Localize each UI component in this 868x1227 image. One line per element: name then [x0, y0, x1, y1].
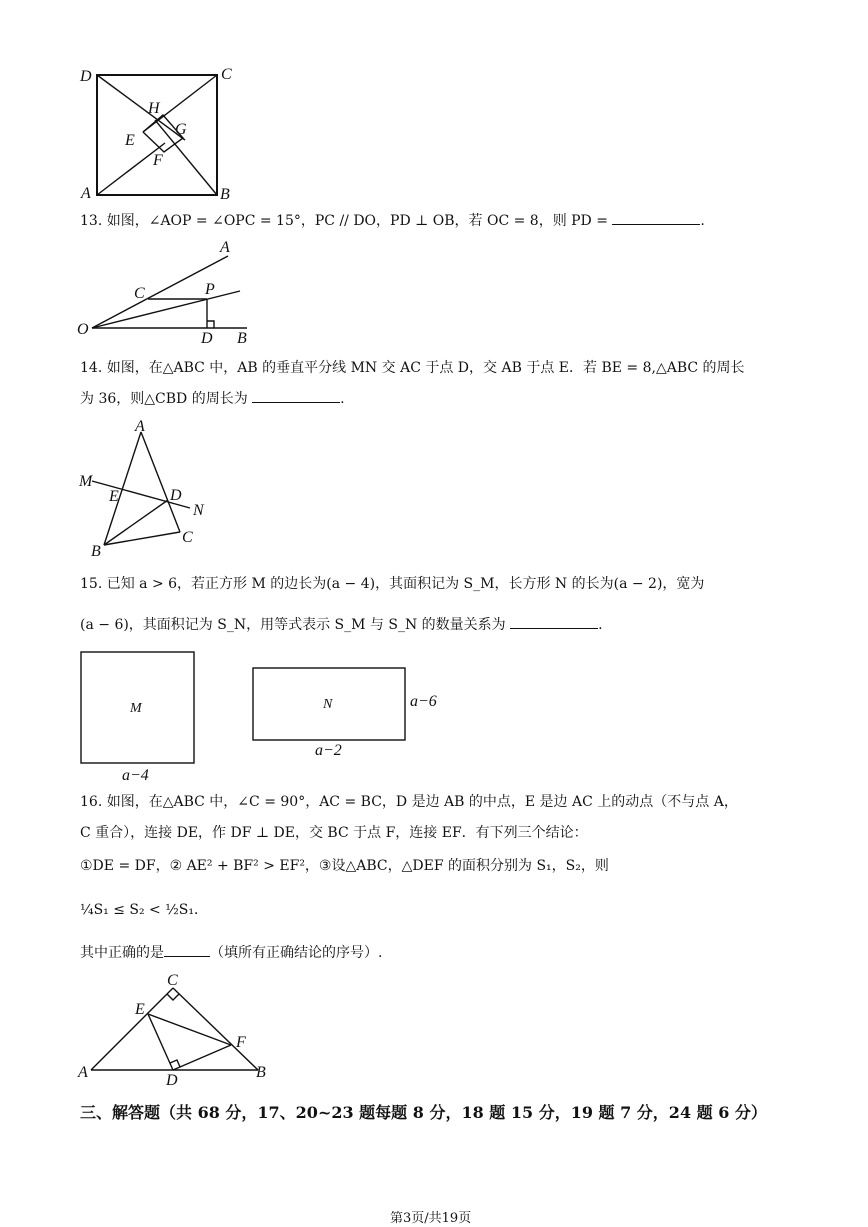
question-15-text: (a − 6)，其面积记为 S_N，用等式表示 S_M 与 S_N 的数量关系为 [80, 617, 506, 633]
label-c: C [221, 66, 232, 83]
question-14-line-1: 14. 如图，在△ABC 中，AB 的垂直平分线 MN 交 AC 于点 D，交 AB 于点 E．若 BE = 8,△ABC 的周长 [80, 360, 745, 376]
right-angle-mark-c [167, 994, 179, 1000]
label-b: B [91, 543, 101, 560]
label-m: M [130, 701, 142, 716]
section-3-heading: 三、解答题（共 68 分，17、20~23 题每题 8 分，18 题 15 分，19 题 7 分，24 题 6 分） [80, 1103, 767, 1122]
question-14-text: 为 36，则△CBD 的周长为 [80, 391, 248, 407]
label-e: E [135, 1001, 145, 1018]
question-14-end: . [340, 391, 345, 407]
label-f: F [153, 152, 163, 169]
segment-df [173, 1045, 231, 1070]
question-16-line-2: C 重合），连接 DE，作 DF ⊥ DE，交 BC 于点 F，连接 EF．有下列三个结论： [80, 825, 588, 841]
label-c: C [182, 529, 193, 546]
label-p: P [205, 281, 215, 298]
label-e: E [109, 488, 119, 505]
question-13-text: 13. 如图，∠AOP = ∠OPC = 15°，PC // DO，PD ⊥ OB，若 OC = 8，则 PD = [80, 213, 608, 229]
page-footer: 第3页/共19页 [390, 1211, 472, 1226]
question-16-text: 其中正确的是 [80, 945, 164, 961]
label-b: B [220, 186, 230, 203]
label-a: A [78, 1064, 88, 1081]
side-ac [91, 988, 173, 1070]
label-a: A [81, 185, 91, 202]
label-a-minus-4: a−4 [122, 767, 149, 784]
label-a-minus-2: a−2 [315, 742, 342, 759]
label-b: B [256, 1064, 266, 1081]
label-o: O [77, 321, 89, 338]
question-16-end: （填所有正确结论的序号）. [210, 945, 383, 961]
label-m: M [79, 473, 93, 490]
question-13-end: . [700, 213, 705, 229]
label-g: G [175, 121, 187, 138]
label-c: C [134, 285, 145, 302]
label-a: A [220, 239, 230, 256]
label-d: D [201, 330, 213, 347]
label-a: A [135, 418, 145, 435]
label-d: D [170, 487, 182, 504]
question-16-line-3: ①DE = DF，② AE² + BF² > EF²，③设△ABC，△DEF 的面积分别为 S₁，S₂，则 [80, 858, 609, 874]
label-n: N [193, 502, 204, 519]
question-16-line-4: ¼S₁ ≤ S₂ < ½S₁． [80, 902, 209, 918]
label-d: D [166, 1072, 178, 1089]
label-b: B [237, 330, 247, 347]
label-c: C [167, 972, 178, 989]
question-15-line-1: 15. 已知 a > 6，若正方形 M 的边长为(a − 4)，其面积记为 S_M，长方形 N 的长为(a − 2)，宽为 [80, 576, 705, 592]
label-e: E [125, 132, 135, 149]
side-bc [173, 988, 258, 1070]
question-16-line-1: 16. 如图，在△ABC 中，∠C = 90°，AC = BC，D 是边 AB 的中点，E 是边 AC 上的动点（不与点 A， [80, 794, 738, 810]
question-15-end: . [598, 617, 603, 633]
label-n: N [323, 697, 333, 712]
label-a-minus-6: a−6 [410, 693, 437, 710]
label-h: H [148, 100, 160, 117]
label-f: F [236, 1034, 246, 1051]
label-d: D [80, 68, 92, 85]
